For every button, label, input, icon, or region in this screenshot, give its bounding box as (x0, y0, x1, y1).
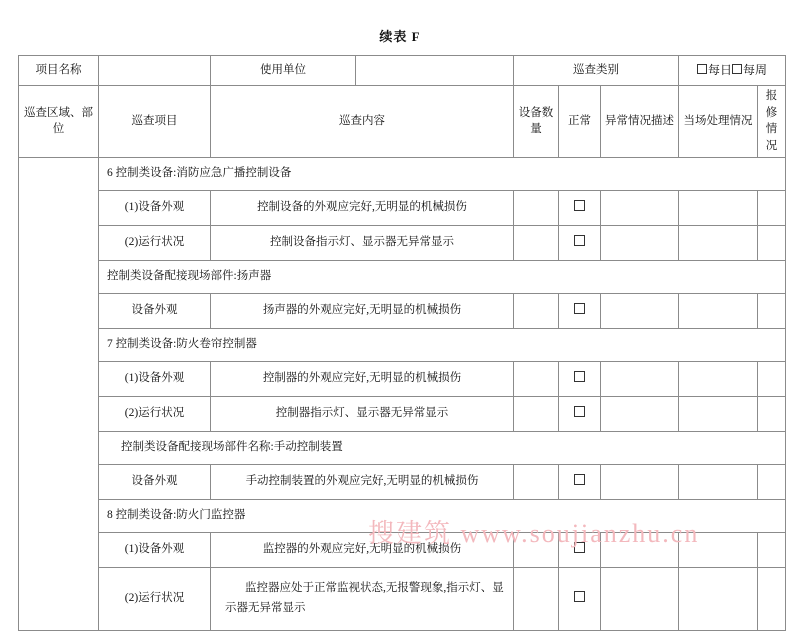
cell-repair-report[interactable] (758, 190, 786, 225)
table-row (19, 567, 786, 630)
cell-category-title: 6 控制类设备:消防应急广播控制设备 (99, 157, 786, 190)
table-row (19, 464, 786, 499)
cell-normal[interactable] (559, 293, 601, 328)
table-row (19, 396, 786, 431)
header-patrol-category-label: 巡查类别 (514, 56, 679, 86)
cell-patrol-item: (2)运行状况 (99, 225, 211, 260)
cell-patrol-content: 控制器的外观应完好,无明显的机械损伤 (211, 361, 514, 396)
checkbox-normal-icon[interactable] (574, 542, 585, 553)
frequency-options (697, 63, 767, 77)
cell-patrol-content: 扬声器的外观应完好,无明显的机械损伤 (211, 293, 514, 328)
header-row-top (19, 56, 786, 86)
cell-category-title: 7 控制类设备:防火卷帘控制器 (99, 328, 786, 361)
cell-onsite-handling[interactable] (679, 190, 758, 225)
cell-device-count[interactable] (514, 464, 559, 499)
cell-device-count[interactable] (514, 532, 559, 567)
cell-repair-report[interactable] (758, 567, 786, 630)
col-header-area: 巡查区域、部位 (19, 86, 99, 158)
cell-normal[interactable] (559, 464, 601, 499)
cell-onsite-handling[interactable] (679, 361, 758, 396)
cell-abnormal-desc[interactable] (601, 190, 679, 225)
cell-onsite-handling[interactable] (679, 396, 758, 431)
cell-repair-report[interactable] (758, 293, 786, 328)
cell-category-title: 控制类设备配接现场部件名称:手动控制装置 (99, 431, 786, 464)
cell-patrol-item: (2)运行状况 (99, 396, 211, 431)
table-row (19, 225, 786, 260)
cell-patrol-item: 设备外观 (99, 293, 211, 328)
cell-patrol-item: (1)设备外观 (99, 361, 211, 396)
cell-normal[interactable] (559, 567, 601, 630)
cell-device-count[interactable] (514, 567, 559, 630)
col-header-onsite-handling: 当场处理情况 (679, 86, 758, 158)
col-header-repair-report: 报修情况 (758, 86, 786, 158)
cell-normal[interactable] (559, 396, 601, 431)
table-row (19, 190, 786, 225)
checkbox-normal-icon[interactable] (574, 406, 585, 417)
cell-category-title: 8 控制类设备:防火门监控器 (99, 499, 786, 532)
cell-patrol-content: 监控器的外观应完好,无明显的机械损伤 (211, 532, 514, 567)
cell-patrol-content: 手动控制装置的外观应完好,无明显的机械损伤 (211, 464, 514, 499)
checkbox-daily-icon[interactable] (697, 64, 707, 74)
inspection-table (18, 55, 786, 631)
cell-onsite-handling[interactable] (679, 567, 758, 630)
table-row (19, 328, 786, 361)
cell-onsite-handling[interactable] (679, 225, 758, 260)
cell-repair-report[interactable] (758, 532, 786, 567)
header-use-unit-label: 使用单位 (211, 56, 356, 86)
col-header-normal: 正常 (559, 86, 601, 158)
inspection-table-container (18, 55, 785, 631)
frequency-daily-label: 每日 (708, 62, 733, 77)
watermark: 搜建筑 www.soujianzhu.cn (368, 519, 700, 548)
cell-abnormal-desc[interactable] (601, 464, 679, 499)
checkbox-weekly-icon[interactable] (732, 64, 742, 74)
cell-patrol-item: (1)设备外观 (99, 532, 211, 567)
cell-normal[interactable] (559, 361, 601, 396)
cell-patrol-content: 控制器指示灯、显示器无异常显示 (211, 396, 514, 431)
cell-abnormal-desc[interactable] (601, 361, 679, 396)
table-row (19, 293, 786, 328)
cell-patrol-item: (2)运行状况 (99, 567, 211, 630)
cell-device-count[interactable] (514, 190, 559, 225)
checkbox-normal-icon[interactable] (574, 371, 585, 382)
cell-onsite-handling[interactable] (679, 532, 758, 567)
cell-normal[interactable] (559, 225, 601, 260)
cell-repair-report[interactable] (758, 464, 786, 499)
cell-abnormal-desc[interactable] (601, 396, 679, 431)
col-header-abnormal-desc: 异常情况描述 (601, 86, 679, 158)
cell-patrol-item: 设备外观 (99, 464, 211, 499)
checkbox-normal-icon[interactable] (574, 200, 585, 211)
cell-patrol-item: (1)设备外观 (99, 190, 211, 225)
cell-patrol-content: 控制设备的外观应完好,无明显的机械损伤 (211, 190, 514, 225)
col-header-device-count: 设备数量 (514, 86, 559, 158)
cell-patrol-area[interactable] (19, 157, 99, 630)
page-title: 续表 F (379, 29, 421, 44)
cell-repair-report[interactable] (758, 396, 786, 431)
cell-abnormal-desc[interactable] (601, 532, 679, 567)
header-frequency-cell (679, 56, 786, 86)
table-body (19, 56, 786, 631)
cell-category-title: 控制类设备配接现场部件:扬声器 (99, 260, 786, 293)
cell-device-count[interactable] (514, 396, 559, 431)
header-project-name-label: 项目名称 (19, 56, 99, 86)
header-use-unit-value[interactable] (356, 56, 514, 86)
cell-normal[interactable] (559, 190, 601, 225)
cell-repair-report[interactable] (758, 225, 786, 260)
checkbox-normal-icon[interactable] (574, 474, 585, 485)
cell-onsite-handling[interactable] (679, 293, 758, 328)
header-row-columns (19, 86, 786, 158)
cell-device-count[interactable] (514, 225, 559, 260)
table-row (19, 532, 786, 567)
table-row (19, 361, 786, 396)
table-row (19, 431, 786, 464)
table-row (19, 260, 786, 293)
table-row (19, 499, 786, 532)
cell-abnormal-desc[interactable] (601, 225, 679, 260)
checkbox-normal-icon[interactable] (574, 303, 585, 314)
cell-patrol-content: 控制设备指示灯、显示器无异常显示 (211, 225, 514, 260)
cell-repair-report[interactable] (758, 361, 786, 396)
checkbox-normal-icon[interactable] (574, 591, 585, 602)
col-header-item: 巡查项目 (99, 86, 211, 158)
cell-onsite-handling[interactable] (679, 464, 758, 499)
cell-device-count[interactable] (514, 293, 559, 328)
cell-normal[interactable] (559, 532, 601, 567)
table-row (19, 157, 786, 190)
cell-patrol-content: 监控器应处于正常监视状态,无报警现象,指示灯、显示器无异常显示 (211, 567, 514, 630)
cell-abnormal-desc[interactable] (601, 293, 679, 328)
header-project-name-value[interactable] (99, 56, 211, 86)
checkbox-normal-icon[interactable] (574, 235, 585, 246)
frequency-weekly-label: 每周 (743, 62, 768, 77)
cell-device-count[interactable] (514, 361, 559, 396)
cell-abnormal-desc[interactable] (601, 567, 679, 630)
col-header-content: 巡查内容 (211, 86, 514, 158)
